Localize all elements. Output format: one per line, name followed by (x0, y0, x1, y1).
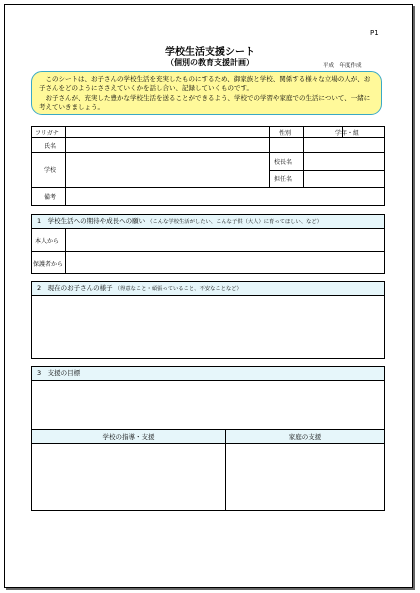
page-number: P1 (370, 29, 379, 37)
section-current-state-title: 2 現在のお子さんの様子 (37, 284, 113, 292)
student-hopes-field[interactable] (66, 230, 384, 251)
section-support-goals-header (32, 367, 384, 381)
section-current-state (31, 281, 385, 359)
guardian-hopes-field[interactable] (66, 252, 384, 273)
school-support-field[interactable] (32, 444, 225, 510)
section-hopes-note: （こんな学校生活がしたい、こんな子供（大人）に育ってほしい、など） (147, 219, 323, 225)
section-hopes-title: 1 学校生活への期待や成長への願い (37, 217, 146, 225)
home-support-heading: 家庭の支援 (288, 433, 322, 441)
profile-table (31, 126, 385, 206)
intro-line-1: このシートは、お子さんの学校生活を充実したものにするため、御家族と学校、関係する様々な立場の人が、お子さんをどのようにささえていくかを話し合い、記録していくものです。 (39, 75, 371, 93)
support-goals-field[interactable] (32, 381, 384, 429)
principal-label: 校長名 (274, 159, 293, 166)
from-guardian-label: 保護者から (33, 261, 64, 268)
furigana-label: フリガナ (35, 130, 59, 137)
home-support-field[interactable] (227, 444, 384, 510)
section-hopes (31, 214, 385, 274)
intro-line-2: お子さんが、充実した豊かな学校生活を送ることができるよう、学校での学習や家庭での生活について、一緒に考えていきましょう。 (39, 93, 371, 112)
school-label: 学校 (44, 167, 57, 174)
name-label: 氏名 (44, 143, 57, 150)
era-label: 平成 年度作成 (323, 63, 362, 69)
school-support-heading: 学校の指導・支援 (102, 433, 155, 441)
teacher-label: 担任名 (274, 176, 293, 183)
remarks-field[interactable] (66, 188, 384, 206)
name-field[interactable] (66, 138, 268, 152)
gender-label: 性別 (279, 130, 292, 137)
remarks-label: 備考 (44, 194, 57, 201)
from-student-label: 本人から (35, 238, 60, 245)
section-current-state-note: （得意なこと・頑張っていること、不安なことなど） (114, 286, 242, 292)
intro-callout (31, 71, 382, 115)
section-support-goals (31, 366, 385, 511)
current-state-field[interactable] (32, 296, 384, 358)
page-subtitle: （個別の教育支援計画） (166, 58, 254, 67)
school-field[interactable] (66, 153, 268, 187)
section-hopes-header (32, 215, 384, 229)
page-title: 学校生活支援シート (165, 47, 255, 58)
section-support-goals-title: 3 支援の目標 (37, 369, 81, 377)
section-current-state-header (32, 282, 384, 296)
grade-class-label: 学年・組 (335, 130, 360, 137)
